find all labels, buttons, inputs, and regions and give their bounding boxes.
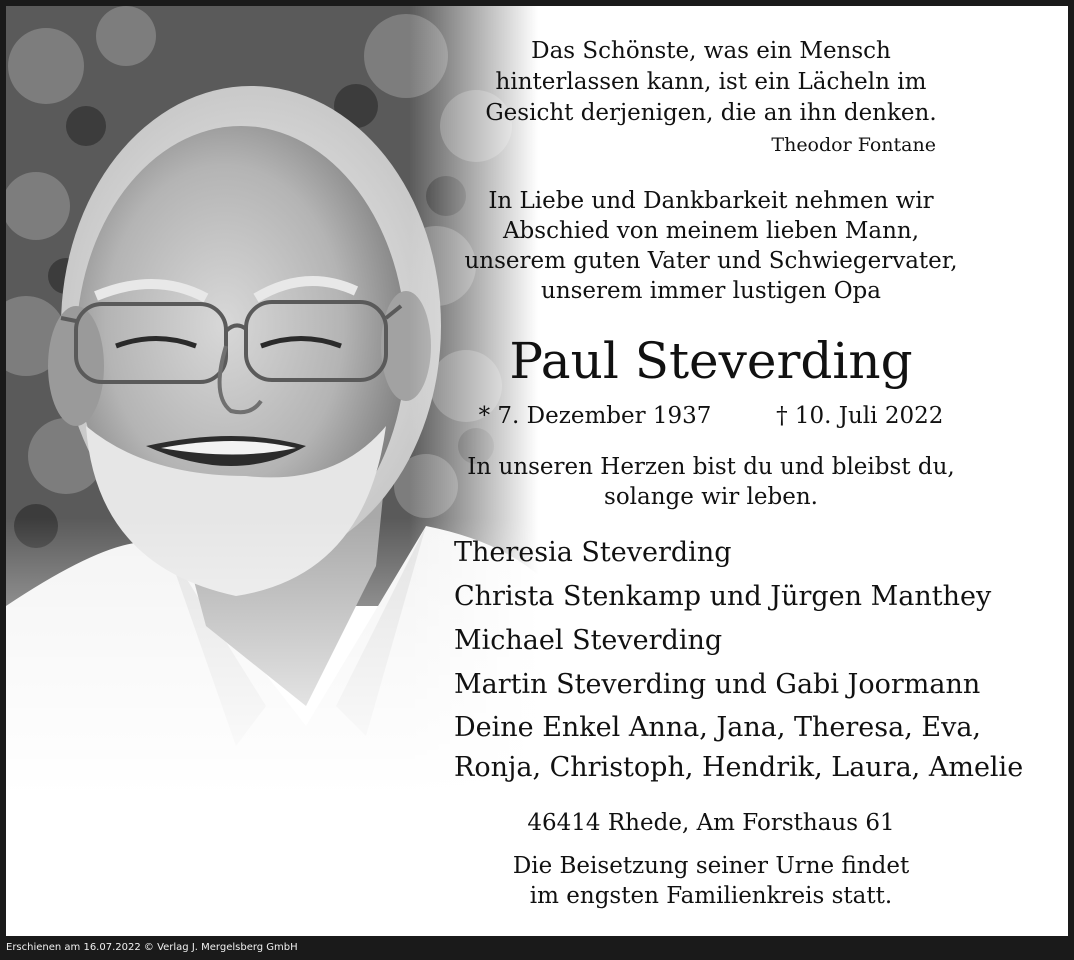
mourner-grandchildren: Deine Enkel Anna, Jana, Theresa, Eva, bbox=[454, 712, 982, 743]
intro-line: unserem immer lustigen Opa bbox=[541, 278, 881, 304]
mourner: Theresia Steverding bbox=[454, 537, 732, 568]
birth-date: * 7. Dezember 1937 bbox=[478, 403, 712, 429]
mourners-list bbox=[454, 531, 1064, 787]
burial-line: im engsten Familienkreis statt. bbox=[529, 883, 893, 909]
intro-line: In Liebe und Dankbarkeit nehmen wir bbox=[488, 188, 934, 214]
address: 46414 Rhede, Am Forsthaus 61 bbox=[527, 810, 895, 836]
quote-line: Gesicht derjenigen, die an ihn denken. bbox=[485, 100, 937, 126]
publication-footer: Erschienen am 16.07.2022 © Verlag J. Mergelsberg GmbH bbox=[6, 942, 298, 953]
motto-line: solange wir leben. bbox=[604, 484, 818, 510]
mourner: Christa Stenkamp und Jürgen Manthey bbox=[454, 581, 992, 612]
burial-line: Die Beisetzung seiner Urne findet bbox=[512, 853, 910, 879]
quote-author: Theodor Fontane bbox=[771, 134, 936, 156]
quote-line: Das Schönste, was ein Mensch bbox=[531, 38, 891, 64]
quote bbox=[446, 36, 976, 129]
intro-text bbox=[446, 186, 976, 306]
mourner-grandchildren: Ronja, Christoph, Hendrik, Laura, Amelie bbox=[454, 752, 1024, 783]
motto bbox=[446, 452, 976, 512]
intro-line: Abschied von meinem lieben Mann, bbox=[502, 218, 920, 244]
mourner: Michael Steverding bbox=[454, 625, 723, 656]
deceased-name: Paul Steverding bbox=[509, 332, 913, 390]
burial-notice bbox=[446, 851, 976, 911]
quote-line: hinterlassen kann, ist ein Lächeln im bbox=[495, 69, 927, 95]
intro-line: unserem guten Vater und Schwiegervater, bbox=[464, 248, 958, 274]
text-column bbox=[446, 6, 1068, 936]
mourner: Martin Steverding und Gabi Joormann bbox=[454, 669, 981, 700]
death-date: † 10. Juli 2022 bbox=[776, 403, 944, 429]
obituary-card bbox=[6, 6, 1068, 936]
motto-line: In unseren Herzen bist du und bleibst du, bbox=[467, 454, 955, 480]
life-dates bbox=[446, 401, 976, 431]
